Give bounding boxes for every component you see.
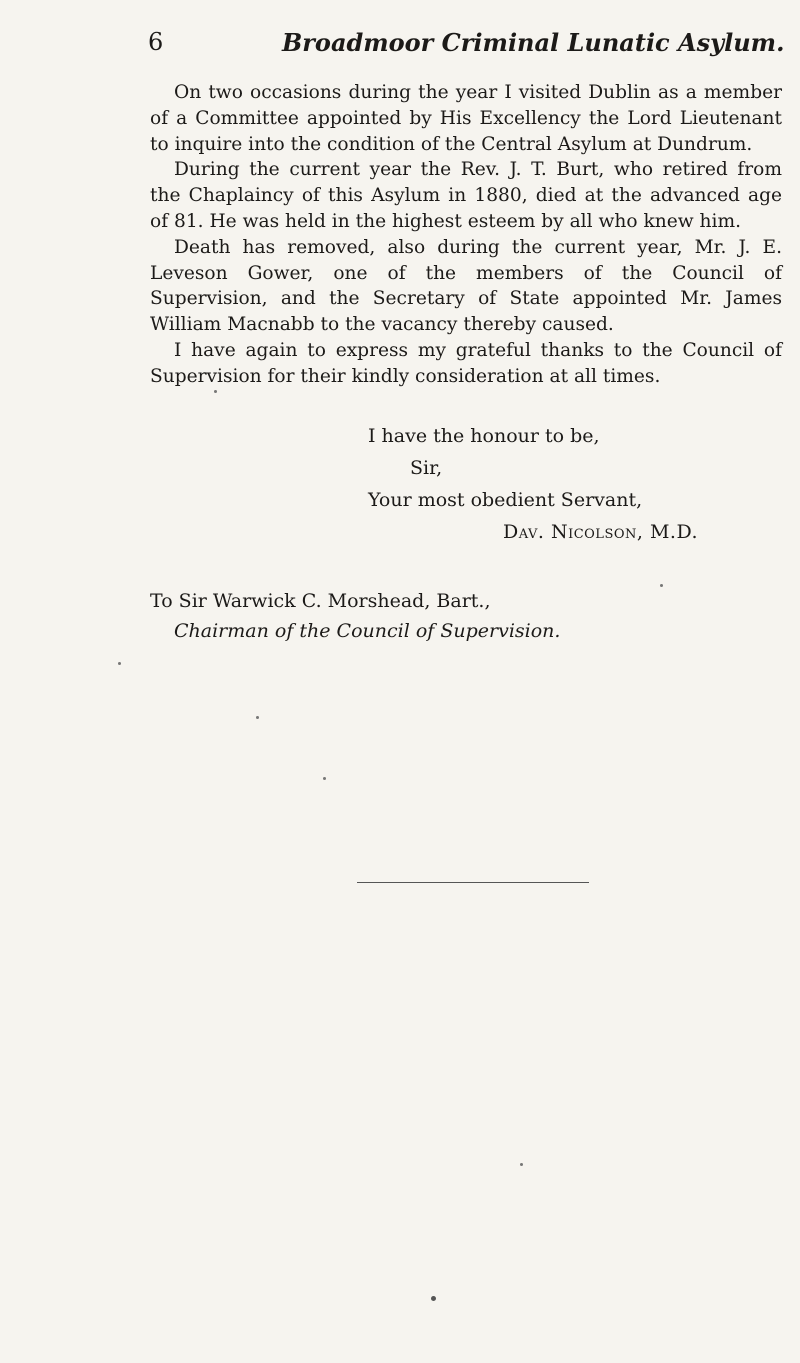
paper-speck bbox=[431, 1296, 436, 1301]
body-line: Supervision, and the Secretary of State appointed Mr. James bbox=[150, 288, 782, 310]
addressee-name: To Sir Warwick C. Morshead, Bart., bbox=[150, 590, 491, 612]
addressee-block bbox=[150, 586, 790, 646]
letter-closing bbox=[150, 420, 790, 548]
page-number: 6 bbox=[148, 28, 164, 56]
body-line: Supervision for their kindly consideration at all times. bbox=[150, 365, 661, 387]
page-header bbox=[148, 24, 785, 64]
paper-speck bbox=[323, 777, 326, 780]
signature: Dav. Nicolson, M.D. bbox=[503, 521, 699, 543]
body-line: Death has removed, also during the current year, Mr. J. E. bbox=[174, 236, 782, 258]
body-line: the Chaplaincy of this Asylum in 1880, died at the advanced age bbox=[150, 185, 782, 207]
body-line: I have again to express my grateful thanks to the Council of bbox=[174, 339, 782, 361]
paper-speck bbox=[118, 662, 121, 665]
paper-speck bbox=[214, 390, 217, 393]
running-title: Broadmoor Criminal Lunatic Asylum. bbox=[282, 28, 785, 57]
body-line: William Macnabb to the vacancy thereby caused. bbox=[150, 314, 614, 336]
body-line: to inquire into the condition of the Central Asylum at Dundrum. bbox=[150, 133, 753, 155]
closing-line: I have the honour to be, bbox=[368, 425, 600, 447]
paper-speck bbox=[520, 1163, 523, 1166]
addressee-title: Chairman of the Council of Supervision. bbox=[174, 620, 561, 642]
paper-speck bbox=[660, 584, 663, 587]
body-line: of a Committee appointed by His Excellency the Lord Lieutenant bbox=[150, 107, 782, 129]
body-line: of 81. He was held in the highest esteem by all who knew him. bbox=[150, 210, 742, 232]
body-line: On two occasions during the year I visited Dublin as a member bbox=[174, 82, 782, 103]
body-line: Leveson Gower, one of the members of the Council of bbox=[150, 262, 782, 284]
body-paragraphs bbox=[150, 80, 782, 390]
body-line: During the current year the Rev. J. T. Burt, who retired from bbox=[174, 159, 782, 181]
divider-rule bbox=[357, 882, 589, 883]
closing-line: Your most obedient Servant, bbox=[368, 489, 643, 511]
closing-salutation: Sir, bbox=[410, 457, 443, 479]
paper-speck bbox=[256, 716, 259, 719]
